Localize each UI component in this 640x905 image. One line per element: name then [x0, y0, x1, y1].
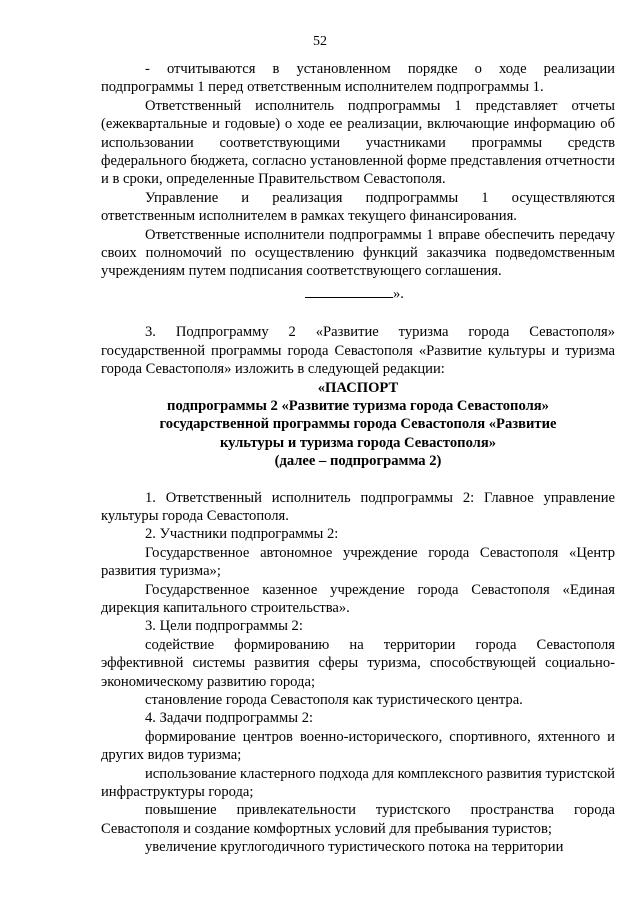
passport-heading: «ПАСПОРТ: [317, 379, 399, 396]
passport-item: использование кластерного подхода для комплексного развития туристской инфраструктуры города;: [101, 765, 615, 801]
passport-subheading: подпрограммы 2 «Развитие туризма города Севастополя»: [167, 397, 549, 414]
passport-item: Государственное казенное учреждение города Севастополя «Единая дирекция капитального строительства».: [101, 581, 615, 616]
paragraph: Ответственные исполнители подпрограммы 1 вправе обеспечить передачу своих полномочий по осуществлению функций заказчика подведомственным учреждениям путем подписания соответствующего соглашения.: [101, 226, 615, 280]
closing-signature-line: [101, 285, 615, 303]
passport-item: становление города Севастополя как туристического центра.: [145, 692, 523, 708]
passport-item: 4. Задачи подпрограммы 2:: [145, 710, 314, 727]
page-number: 52: [313, 34, 327, 49]
blank-line: [305, 285, 393, 298]
passport-item: содействие формированию на территории города Севастополя эффективной системы развития сферы туризма, способствующей социально-экономическому развитию города;: [101, 636, 615, 690]
passport-item: 1. Ответственный исполнитель подпрограммы 2: Главное управление культуры города Севастополя.: [101, 489, 615, 524]
passport-item: формирование центров военно-исторического, спортивного, яхтенного и других видов туризма;: [101, 728, 615, 764]
paragraph: Ответственный исполнитель подпрограммы 1 представляет отчеты (ежеквартальные и годовые) о ходе ее реализации, включающие информацию об использовании соответствующими участниками программы средств федерального бюджета, согласно установленной форме представления отчетности и в сроки, определенные Правительством Севастополя.: [101, 97, 615, 188]
passport-subheading: (далее – подпрограмма 2): [274, 453, 442, 470]
passport-item: 2. Участники подпрограммы 2:: [145, 526, 339, 543]
passport-subheading: государственной программы города Севастополя «Развитие: [159, 416, 557, 433]
passport-item: повышение привлекательности туристского пространства города Севастополя и создание комфортных условий для пребывания туристов;: [101, 802, 615, 837]
paragraph: - отчитываются в установленном порядке о ходе реализации подпрограммы 1 перед ответственным исполнителем подпрограммы 1.: [101, 61, 615, 96]
passport-item: 3. Цели подпрограммы 2:: [145, 618, 303, 635]
document-body: [101, 60, 615, 857]
amendment-paragraph: 3. Подпрограмму 2 «Развитие туризма города Севастополя» государственной программы города Севастополя «Развитие культуры и туризма города Севастополя» изложить в следующей редакции:: [101, 324, 615, 378]
paragraph: Управление и реализация подпрограммы 1 осуществляются ответственным исполнителем в рамках текущего финансирования.: [101, 189, 615, 225]
passport-item: Государственное автономное учреждение города Севастополя «Центр развития туризма»;: [101, 544, 615, 580]
closing-quote: ».: [393, 285, 404, 302]
passport-subheading: культуры и туризма города Севастополя»: [219, 434, 497, 451]
passport-item: увеличение круглогодичного туристического потока на территории: [145, 839, 564, 856]
